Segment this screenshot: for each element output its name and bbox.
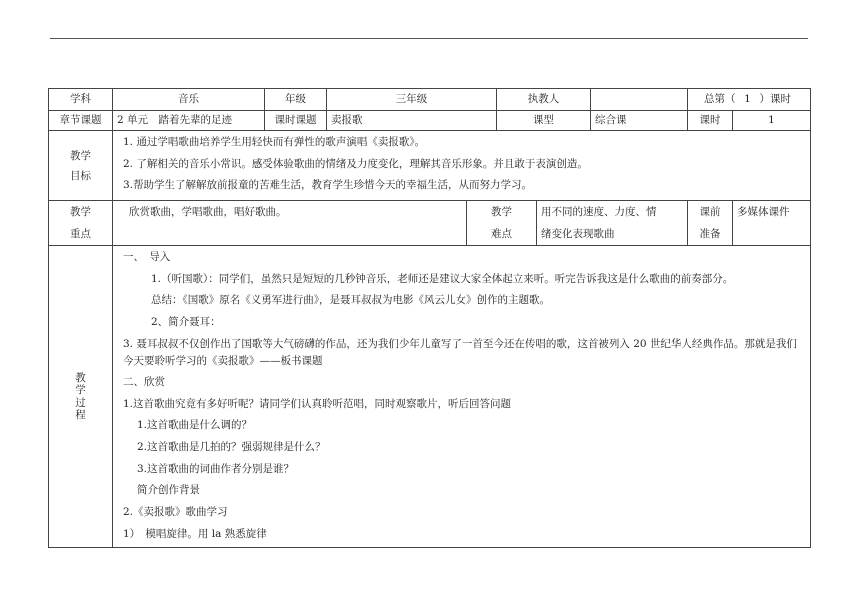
chapter-value: 2 单元 踏着先辈的足迹 — [113, 111, 265, 131]
chapter-label: 章节课题 — [49, 111, 113, 131]
header-rule — [50, 38, 808, 39]
process-line: 1） 模唱旋律。用 la 熟悉旋律 — [123, 527, 267, 540]
process-line: 总结：《国歌》原名《义勇军进行曲》，是聂耳叔叔为电影《风云儿女》创作的主题歌。 — [151, 294, 550, 307]
process-content — [113, 246, 811, 548]
grade-label: 年级 — [265, 89, 327, 111]
difficulty-label: 教学 难点 — [467, 201, 537, 246]
process-line: 1.这首歌曲究竟有多好听呢？请同学们认真聆听范唱，同时观察歌片，听后回答问题 — [123, 397, 512, 410]
process-line: 3. 聂耳叔叔不仅创作出了国歌等大气磅礴的作品，还为我们少年儿童写了一首至今还在传唱的歌，这首被列入 20 世纪华人经典作品。那就是我们今天要聆听学习的《卖报歌》——板书课题 — [123, 337, 797, 367]
type-value: 综合课 — [591, 111, 688, 131]
process-line: 2.这首歌曲是几拍的？强弱规律是什么？ — [137, 440, 326, 453]
process-line: 一、 导入 — [123, 251, 171, 263]
prep-value: 多媒体课件 — [733, 201, 811, 246]
goals-label: 教学 目标 — [49, 131, 113, 201]
goal-item: 3.帮助学生了解解放前报童的苦难生活，教育学生珍惜今天的幸福生活，从而努力学习。 — [123, 179, 533, 192]
subject-value: 音乐 — [113, 89, 265, 111]
topic-row — [49, 111, 811, 131]
process-label: 教 学 过 程 — [49, 246, 113, 548]
subject-label: 学科 — [49, 89, 113, 111]
key-label: 教学 重点 — [49, 201, 113, 246]
process-line: 2、简介聂耳： — [151, 316, 221, 329]
header-row — [49, 89, 811, 111]
period-label: 课时 — [688, 111, 733, 131]
goals-row — [49, 131, 811, 201]
lesson-value: 卖报歌 — [327, 111, 497, 131]
type-label: 课型 — [497, 111, 591, 131]
difficulty-value: 用不同的速度、力度、情 绪变化表现歌曲 — [537, 201, 688, 246]
process-line: 1.（听国歌）：同学们，虽然只是短短的几秒钟音乐，老师还是建议大家全体起立来听。听完告诉我这是什么歌曲的前奏部分。 — [151, 272, 734, 285]
period-value: 1 — [733, 111, 811, 131]
key-value: 欣赏歌曲，学唱歌曲，唱好歌曲。 — [113, 201, 467, 246]
process-line: 2.《卖报歌》歌曲学习 — [123, 506, 228, 519]
process-line: 1.这首歌曲是什么调的？ — [137, 419, 253, 432]
lesson-label: 课时课题 — [265, 111, 327, 131]
total-prefix: 总第（ — [704, 93, 736, 106]
total-suffix: ）课时 — [759, 93, 791, 106]
process-line: 3.这首歌曲的词曲作者分别是谁？ — [137, 462, 295, 475]
focus-row — [49, 201, 811, 246]
teacher-value — [591, 89, 688, 111]
grade-value: 三年级 — [327, 89, 497, 111]
total-periods — [688, 89, 811, 111]
process-line: 简介创作背景 — [137, 484, 200, 497]
process-row — [49, 246, 811, 548]
goal-item: 1. 通过学唱歌曲培养学生用轻快而有弹性的歌声演唱《卖报歌》。 — [123, 136, 426, 148]
goals-content — [113, 131, 811, 201]
prep-label: 课前 准备 — [688, 201, 733, 246]
lesson-plan-table — [48, 88, 811, 548]
goal-item: 2. 了解相关的音乐小常识。感受体验歌曲的情绪及力度变化，理解其音乐形象。并且敢于表演创造。 — [123, 157, 588, 170]
teacher-label: 执教人 — [497, 89, 591, 111]
process-line: 二、欣赏 — [123, 375, 165, 388]
total-number: 1 — [744, 93, 751, 106]
